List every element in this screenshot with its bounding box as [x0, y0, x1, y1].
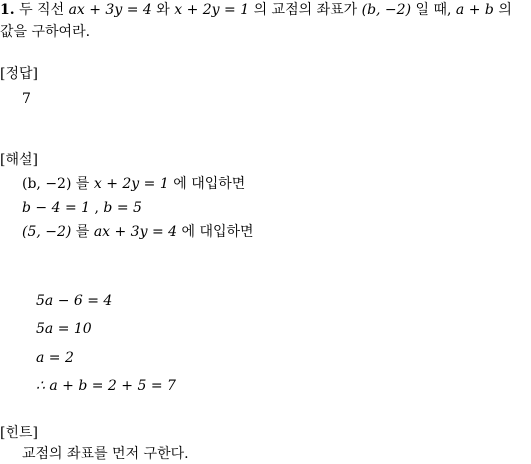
calc-line-3: a = 2 [36, 350, 74, 366]
solution-step-3 [22, 222, 254, 242]
solution-label: [해설] [0, 152, 38, 168]
equation-2: x + 2y = 1 [174, 2, 250, 18]
problem-text-c: 의 교점의 좌표가 [253, 2, 358, 18]
step2-result: b = 5 [103, 200, 142, 216]
step3-point: (5, −2) [22, 224, 72, 240]
answer-label: [정답] [0, 66, 38, 82]
problem-text-a: 두 직선 [19, 2, 65, 18]
intersection-point: (b, −2) [361, 2, 412, 18]
problem-line-1 [0, 0, 512, 20]
step3-mid: 를 [75, 224, 90, 240]
calc-line-1: 5a − 6 = 4 [36, 293, 113, 309]
solution-step-2 [22, 198, 142, 218]
problem-number: 1. [0, 2, 15, 18]
step1-point: (b, −2) [22, 176, 72, 192]
step1-end: 에 대입하면 [173, 176, 246, 192]
problem-text-d: 일 때, [415, 2, 452, 18]
step1-mid: 를 [75, 176, 90, 192]
equation-1: ax + 3y = 4 [68, 2, 152, 18]
step1-equation: x + 2y = 1 [93, 176, 169, 192]
hint-label: [힌트] [0, 425, 38, 441]
problem-text-b: 와 [156, 2, 170, 18]
problem-text-e: 의 [498, 2, 512, 18]
step2-equation: b − 4 = 1 [22, 200, 91, 216]
step3-equation: ax + 3y = 4 [93, 224, 178, 240]
hint-text: 교점의 좌표를 먼저 구한다. [22, 446, 189, 462]
target-expression: a + b [455, 2, 494, 18]
step2-separator: , [94, 200, 99, 216]
calc-line-2: 5a = 10 [36, 321, 92, 337]
calc-line-4: ∴ a + b = 2 + 5 = 7 [36, 378, 176, 394]
solution-step-1 [22, 174, 245, 194]
answer-value: 7 [22, 91, 31, 107]
step3-end: 에 대입하면 [181, 224, 254, 240]
problem-line-2: 값을 구하여라. [0, 24, 91, 40]
